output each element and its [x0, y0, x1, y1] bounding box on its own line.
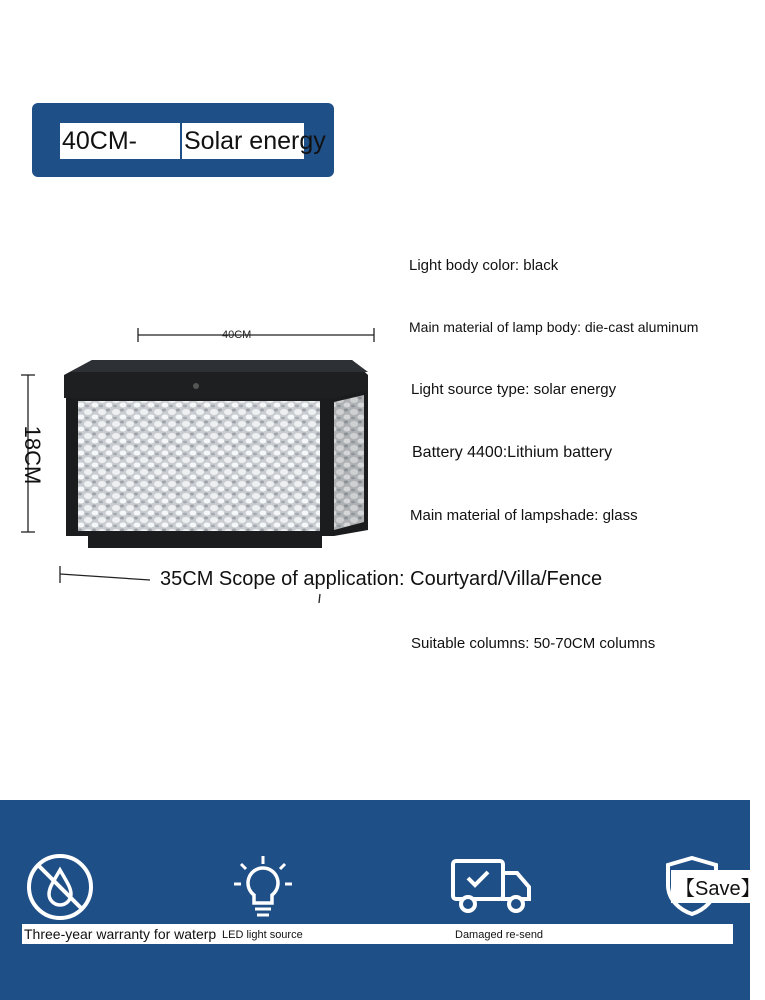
footer-banner — [0, 800, 761, 1000]
solar-lamp — [64, 360, 368, 548]
spec-suitable-columns: Suitable columns: 50-70CM columns — [411, 635, 656, 652]
spec-body-color: Light body color: black — [409, 257, 559, 274]
width-dimension — [138, 328, 374, 342]
spec-battery: Battery 4400:Lithium battery — [412, 444, 613, 461]
save-label: 【Save】 — [671, 870, 765, 903]
light-bulb-icon — [232, 854, 294, 920]
width-label: 40CM — [222, 329, 252, 341]
spec-light-source: Light source type: solar energy — [411, 381, 617, 398]
footer-led-label: LED light source — [222, 929, 303, 941]
spec-body-material: Main material of lamp body: die-cast aluminum — [409, 319, 699, 335]
height-label: 18CM — [20, 425, 45, 485]
spec-shade-material: Main material of lampshade: glass — [410, 507, 638, 524]
footer-resend-label: Damaged re-send — [455, 929, 544, 941]
footer-warranty-label: Three-year warranty for waterp — [24, 926, 217, 942]
no-water-icon — [25, 852, 95, 922]
title-size: 40CM- — [60, 123, 180, 159]
application-scope: 35CM Scope of application: Courtyard/Villa/Fence — [160, 568, 603, 590]
title-power-type: Solar energy — [182, 123, 304, 159]
delivery-truck-icon — [450, 858, 534, 916]
